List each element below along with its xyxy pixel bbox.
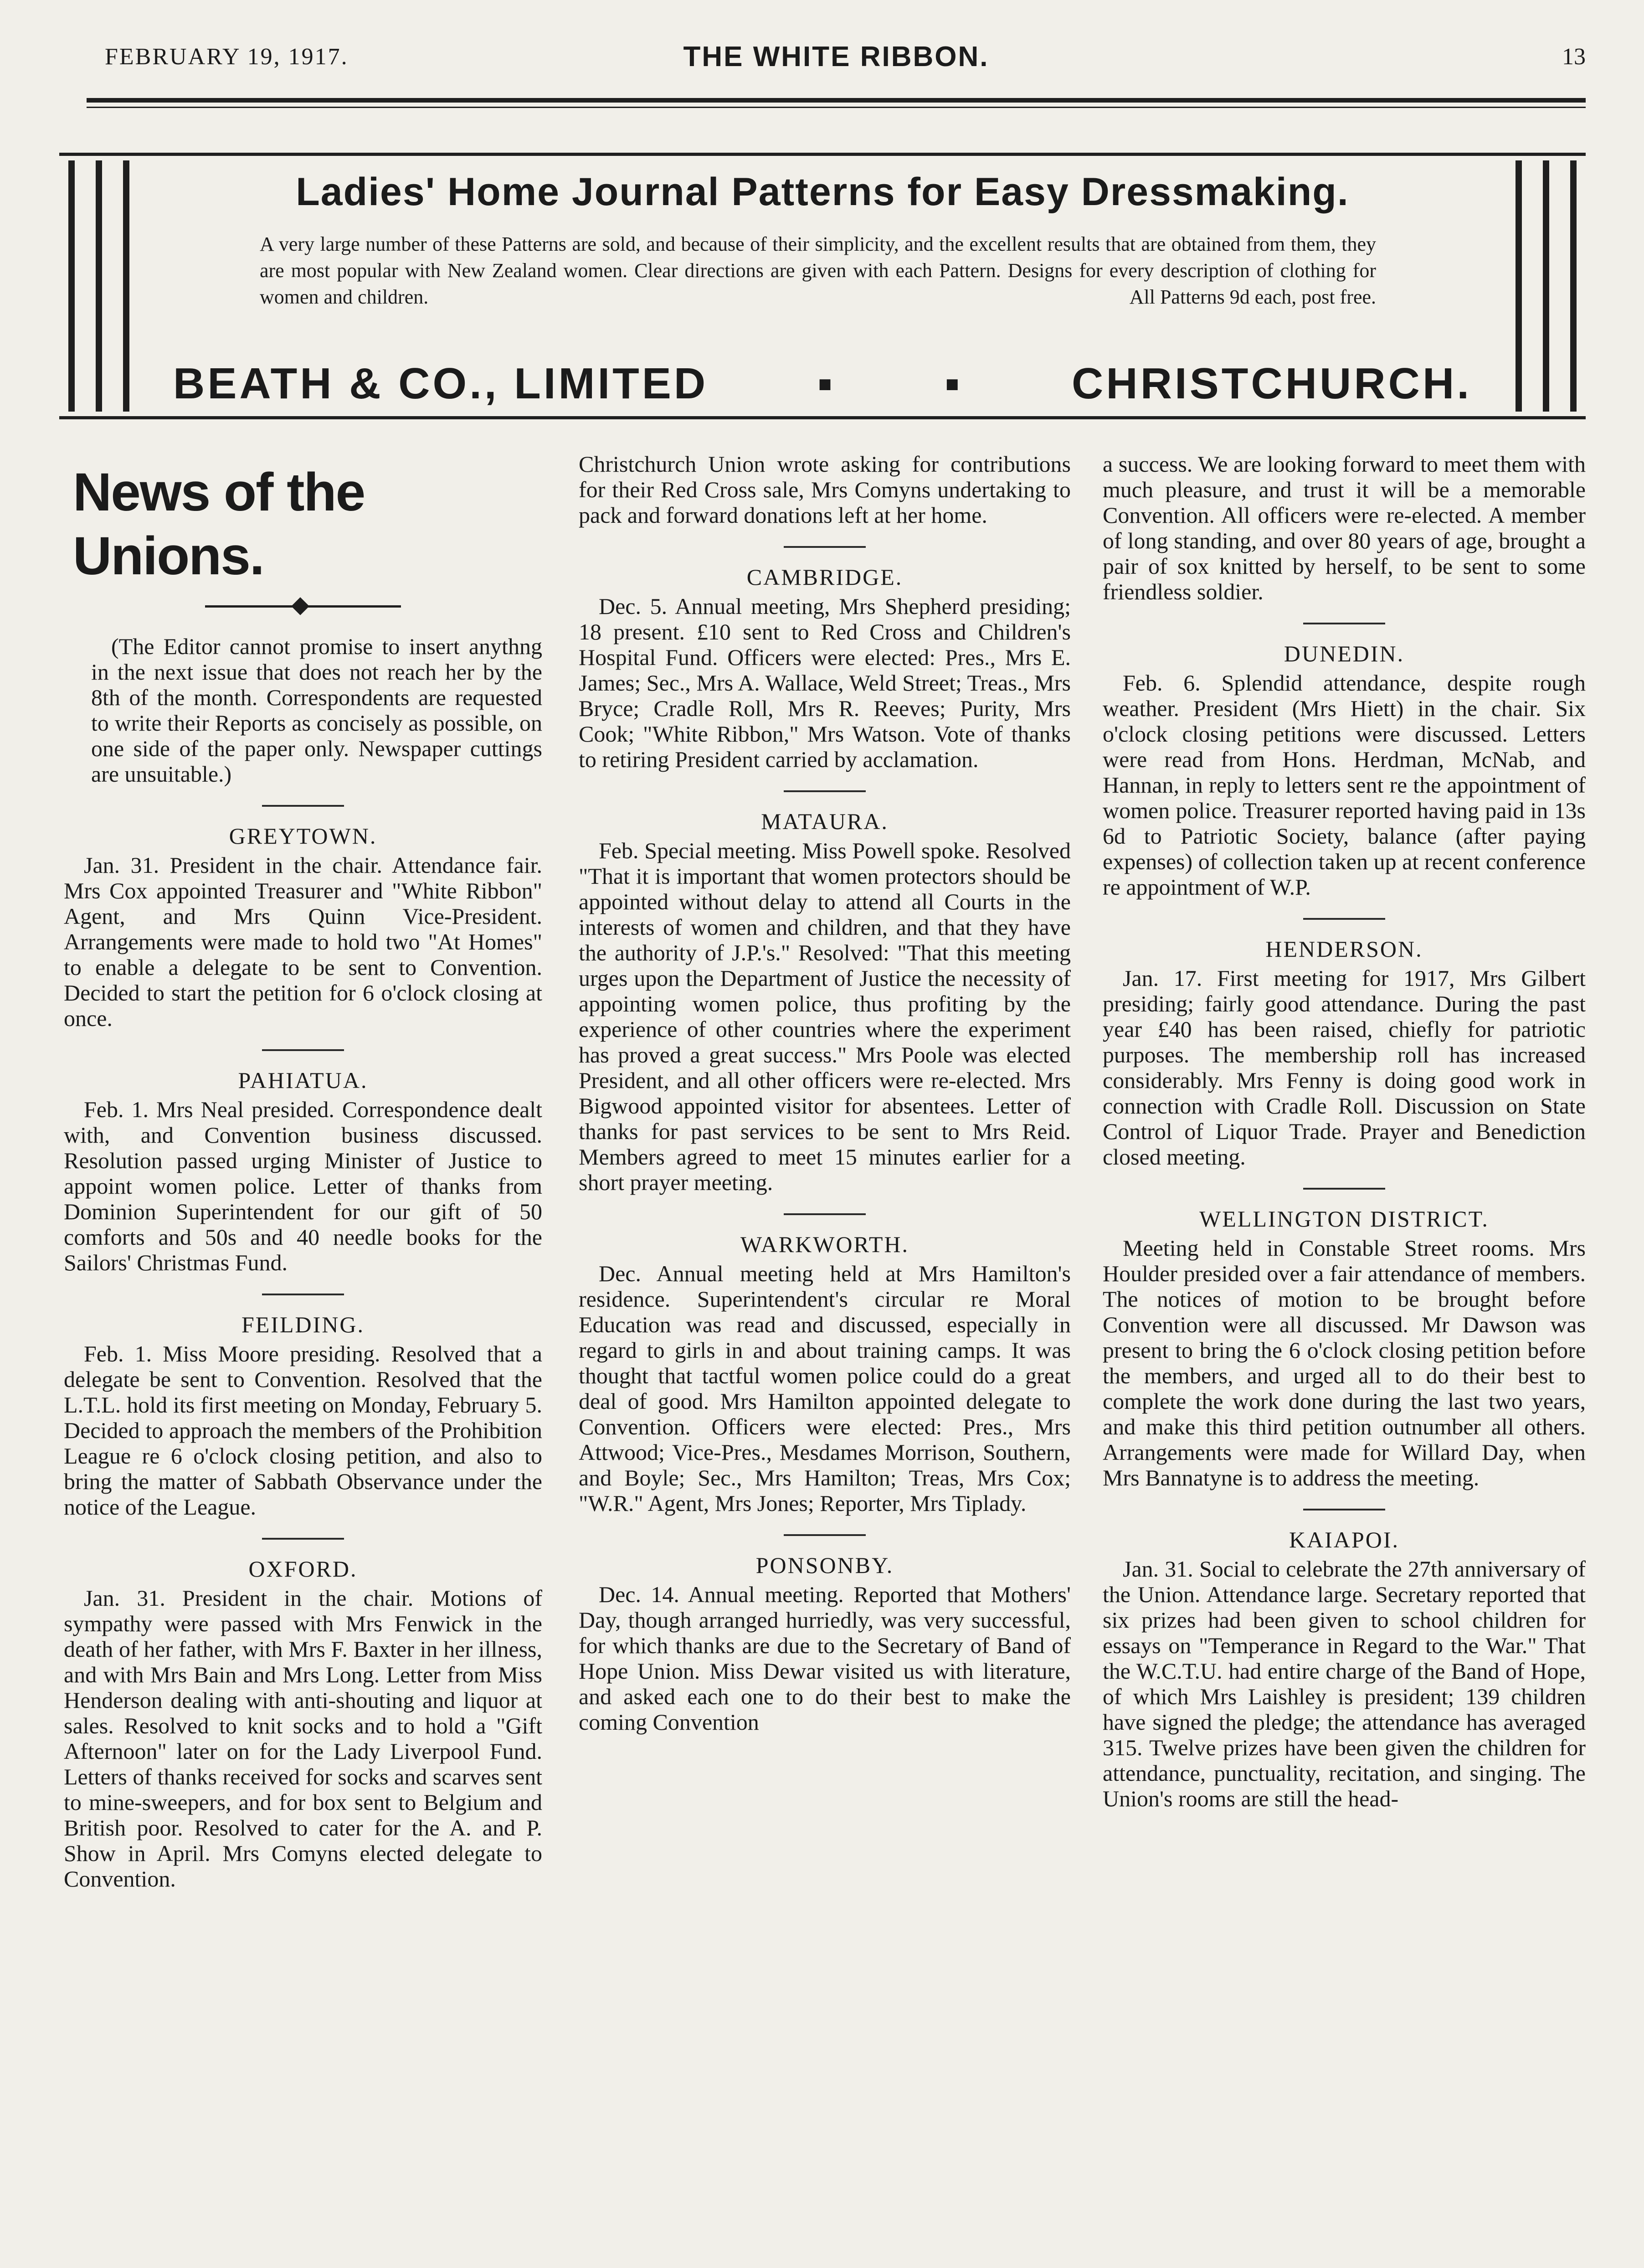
section-separator [1303,1188,1385,1190]
section-separator [1303,623,1385,624]
union-heading: OXFORD. [248,1556,358,1582]
union-report: Feb. 1. Miss Moore presiding. Resolved that a delegate be sent to Convention. Resolved that the L.T.L. hold its first meeting on Monday, February 5. Decided to approach the members of the Prohibition League re 6 o'clock closing petition, and also to bring the matter of Sabbath Observance under the notice of the League. [64,1341,542,1520]
ad-border-bars-right [1495,160,1577,412]
advertisement-box [59,153,1586,419]
union-report: Feb. 1. Mrs Neal presided. Correspondence dealt with, and Convention business discussed. Resolution passed urging Minister of Justice to appoint women police. Letter of thanks from Dominion Superintendent for our gift of 50 comforts and 50s and 40 needle books for the Sailors' Christmas Fund. [64,1097,542,1275]
section-title: News of the Unions. [73,462,365,586]
ad-border-bars-left [68,160,150,412]
ad-title: Ladies' Home Journal Patterns for Easy Dressmaking. [296,170,1349,214]
union-report: Dec. 5. Annual meeting, Mrs Shepherd presiding; 18 present. £10 sent to Red Cross and Children's Hospital Fund. Officers were elected: Pres., Mrs E. James; Sec., Mrs A. Wallace, Weld Street; Treas., Mrs Bryce; Cradle Roll, Mrs R. Reeves; Purity, Mrs Cook; "White Ribbon," Mrs Watson. Vote of thanks to retiring President carried by acclamation. [579,593,1071,772]
editor-note: (The Editor cannot promise to insert anythng in the next issue that does not reach her by the 8th of the month. Correspondents are requested to write their Reports as concisely as possible, on one side of the paper only. Newspaper cuttings are unsuitable.) [91,634,542,787]
union-report: Meeting held in Constable Street rooms. Mrs Houlder presided over a fair attendance of members. The notices of motion to be brought before Convention were all discussed. Mr Dawson was present to bring the 6 o'clock closing petition before the members, and urged all to do their best to complete the work done during the last two years, and make this third petition outnumber all others. Arrangements were made for Willard Day, when Mrs Bannatyne is to address the meeting. [1103,1235,1586,1490]
ad-separator-dot: ▪ [944,359,963,408]
section-separator [262,1294,344,1295]
union-report: Jan. 31. President in the chair. Motions of sympathy were passed with Mrs Fenwick in the death of her father, with Mrs F. Baxter in her illness, and with Mrs Bain and Mrs Long. Letter from Miss Henderson dealing with anti-shouting and liquor at sales. Resolved to knit socks and to hold a "Gift Afternoon" later on for the Lady Liverpool Fund. Letters of thanks received for socks and scarves sent to mine-sweepers, and for box sent to Belgium and British poor. Resolved to cater for the A. and P. Show in April. Mrs Comyns elected delegate to Convention. [64,1585,542,1892]
union-heading: PAHIATUA. [238,1067,368,1093]
union-report-continued: a success. We are looking forward to meet them with much pleasure, and trust it will be a memorable Convention. All officers were re-elected. A member of long standing, and over 80 years of age, brought a pair of sox knitted by herself, to be sent to some friendless soldier. [1103,451,1586,604]
section-separator [262,1538,344,1540]
issue-date: FEBRUARY 19, 1917. [105,44,349,70]
union-heading: GREYTOWN. [229,823,377,849]
column-3 [1103,451,1586,2238]
union-report: Jan. 17. First meeting for 1917, Mrs Gilbert presiding; fairly good attendance. During the past year £40 has been raised, chiefly for patriotic purposes. The membership roll has increased considerably. Mrs Fenny is doing good work in connection with Cradle Roll. Discussion on State Control of Liquor Trade. Prayer and Benediction closed meeting. [1103,965,1586,1170]
publication-title: THE WHITE RIBBON. [683,41,989,72]
union-report-continued: Christchurch Union wrote asking for contributions for their Red Cross sale, Mrs Comyns undertaking to pack and forward donations left at her home. [579,451,1071,528]
union-heading: WARKWORTH. [740,1232,909,1257]
ad-firm-city: CHRISTCHURCH. [1072,359,1472,408]
section-separator [784,1534,866,1536]
union-heading: MATAURA. [761,809,889,834]
union-heading: DUNEDIN. [1284,641,1405,666]
union-heading: FEILDING. [241,1312,365,1337]
section-separator [784,1213,866,1215]
union-report: Jan. 31. President in the chair. Attendance fair. Mrs Cox appointed Treasurer and "White Ribbon" Agent, and Mrs Quinn Vice-President. Arrangements were made to hold two "At Homes" to enable a delegate to be sent to Convention. Decided to start the petition for 6 o'clock closing at once. [64,852,542,1031]
section-separator [784,790,866,792]
column-2 [579,451,1071,2238]
union-heading: PONSONBY. [755,1552,894,1578]
ad-firm-line [173,359,1472,409]
union-heading: CAMBRIDGE. [746,564,903,590]
section-separator [262,805,344,807]
header-rule [87,98,1586,108]
ad-separator-dot: ▪ [817,359,836,408]
union-heading: HENDERSON. [1265,936,1423,962]
column-1 [64,451,542,2238]
union-report: Jan. 31. Social to celebrate the 27th anniversary of the Union. Attendance large. Secretary reported that six prizes had been given to school children for essays on "Temperance in Regard to the War." That the W.C.T.U. had entire charge of the Band of Hope, of which Mrs Laishley is president; 139 children have signed the pledge; the attendance has averaged 315. Twelve prizes have been given the children for attendance, punctuality, recitation, and singing. The Union's rooms are still the head- [1103,1556,1586,1811]
ad-price: All Patterns 9d each, post free. [1129,286,1376,308]
section-separator [1303,918,1385,920]
union-report: Dec. Annual meeting held at Mrs Hamilton's residence. Superintendent's circular re Moral Education was read and discussed, especially in regard to girls in and about training camps. It was thought that tactful women police could do a great deal of good. Mrs Hamilton appointed delegate to Convention. Officers were elected: Pres., Mrs Attwood; Vice-Pres., Mesdames Morrison, Southern, and Boyle; Sec., Mrs Hamilton; Treas, Mrs Cox; "W.R." Agent, Mrs Jones; Reporter, Mrs Tiplady. [579,1261,1071,1516]
ad-body [260,231,1376,310]
title-ornament [64,597,542,615]
union-report: Feb. Special meeting. Miss Powell spoke. Resolved "That it is important that women protectors should be appointed without delay to attend all Courts in the interests of women and children, and that they have the authority of J.P.'s." Resolved: "That this meeting urges upon the Department of Justice the necessity of appointing women police, thus profiting by the experience of other countries where the experiment has proved a great success." Mrs Poole was elected President, and all other officers were re-elected. Mrs Bigwood appointed visitor for absentees. Letter of thanks for past services to be sent to Mrs Reid. Members agreed to meet 15 minutes earlier for a short prayer meeting. [579,838,1071,1195]
union-report: Feb. 6. Splendid attendance, despite rough weather. President (Mrs Hiett) in the chair. Six o'clock closing petitions were discussed. Letters were read from Hons. Herdman, McNab, and Hannan, in reply to letters sent re the appointment of women police. Treasurer reported having paid in 13s 6d to Patriotic Society, balance (after paying expenses) of collection taken up at recent conference re appointment of W.P. [1103,670,1586,900]
ad-body-text: A very large number of these Patterns are sold, and because of their simplicity, and the excellent results that are obtained from them, they are most popular with New Zealand women. Clear directions are given with each Pattern. Designs for every description of clothing for women and children. [260,233,1376,308]
page-header [87,43,1586,84]
union-report: Dec. 14. Annual meeting. Reported that Mothers' Day, though arranged hurriedly, was very successful, for which thanks are due to the Secretary of Band of Hope Union. Miss Dewar visited us with literature, and asked each one to do their best to make the coming Convention [579,1582,1071,1735]
page-number: 13 [1562,44,1586,70]
section-separator [784,546,866,548]
union-heading: WELLINGTON DISTRICT. [1199,1206,1489,1232]
union-heading: KAIAPOI. [1289,1527,1400,1552]
section-separator [262,1049,344,1051]
section-separator [1303,1509,1385,1510]
ad-firm-name: BEATH & CO., LIMITED [173,359,709,408]
